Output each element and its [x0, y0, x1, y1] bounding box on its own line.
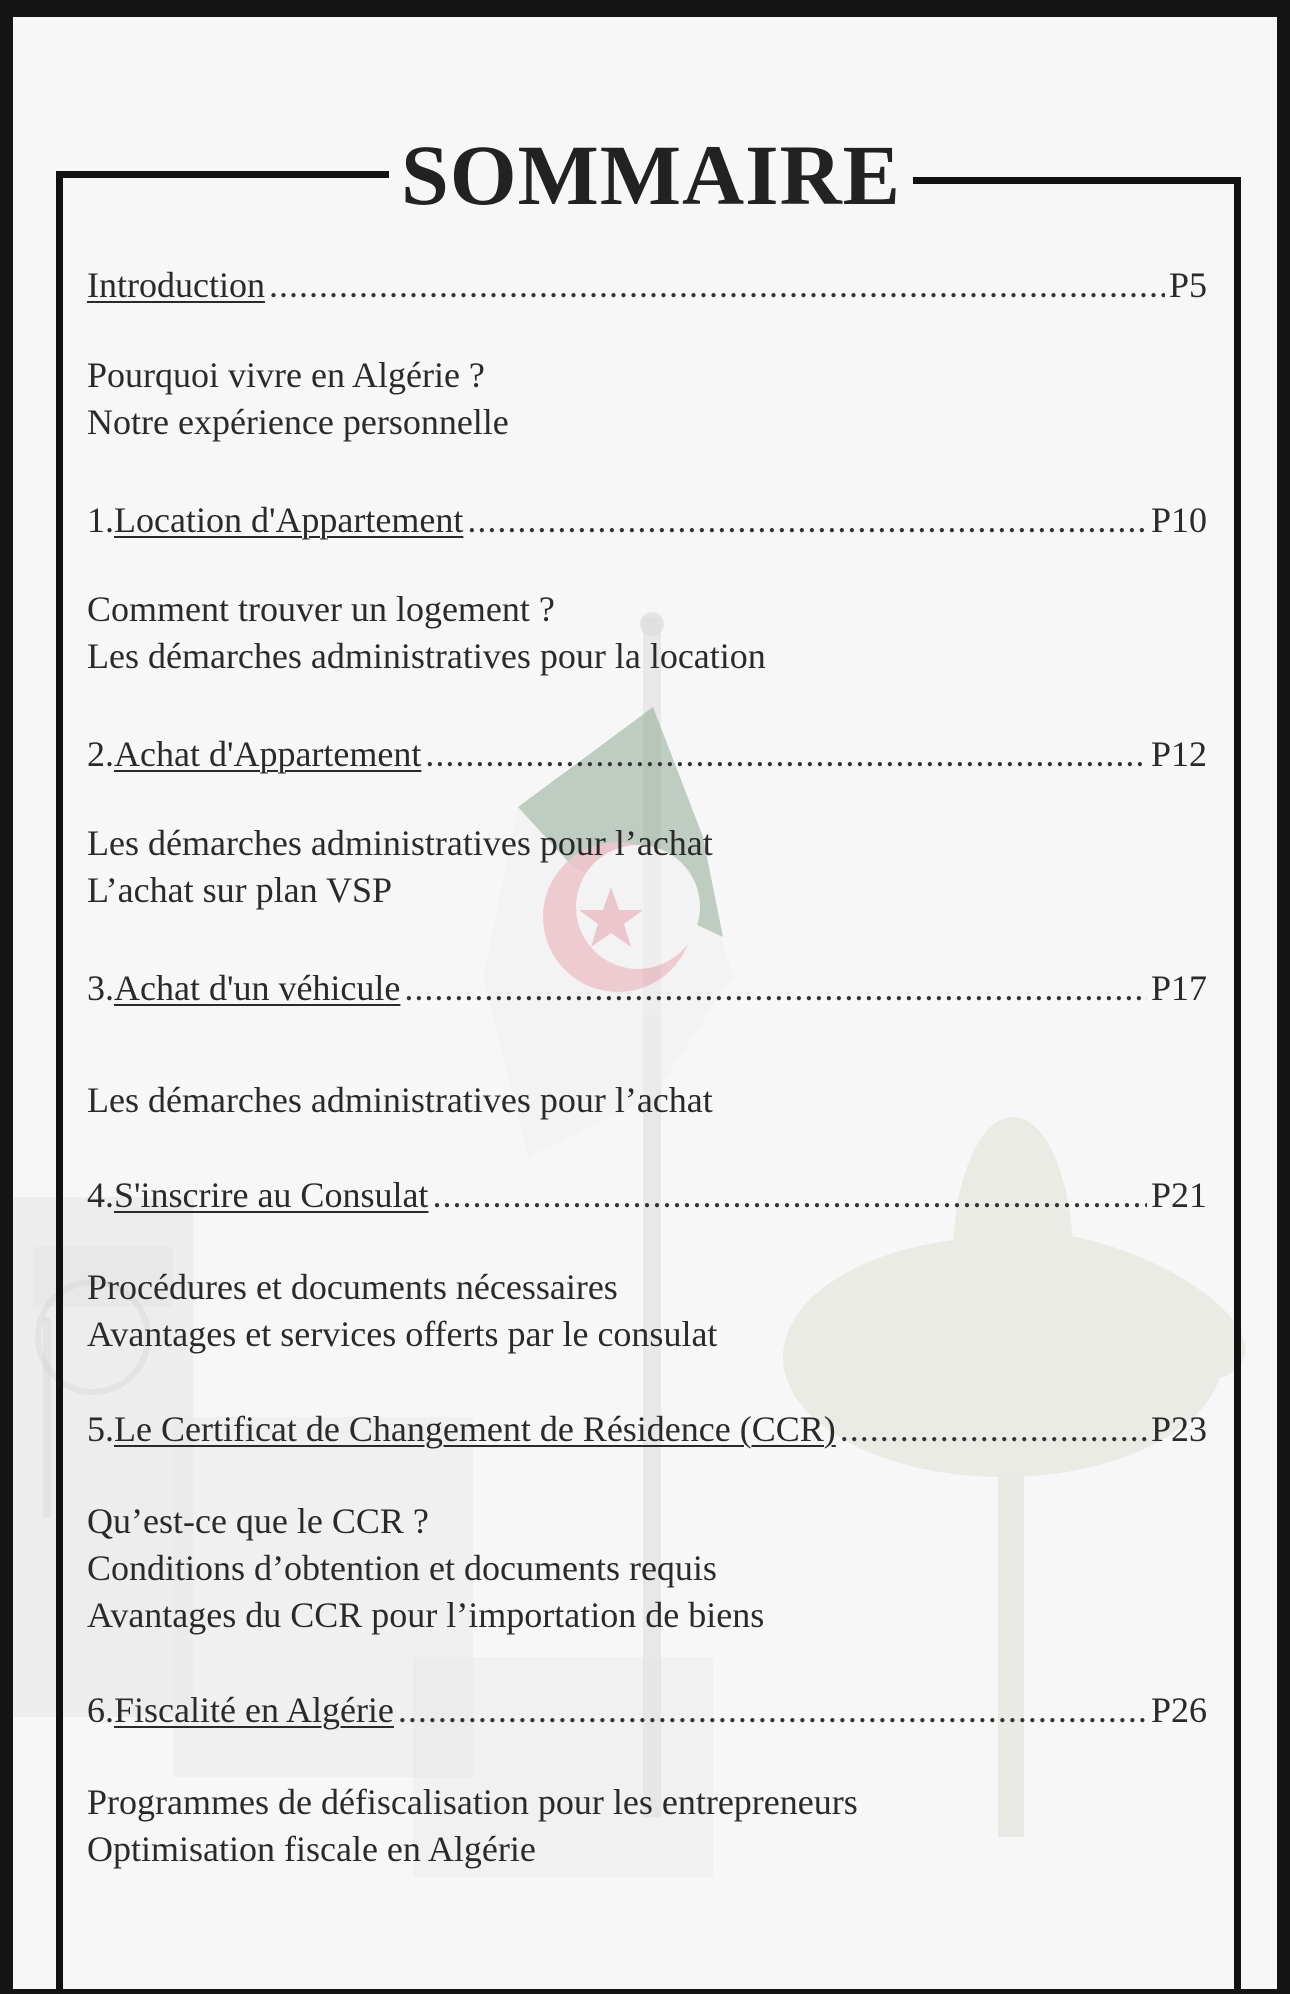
dot-leader: [432, 1172, 1147, 1218]
toc-entry-fiscalite[interactable]: [87, 1687, 1207, 1733]
toc-entry-label: Introduction: [87, 265, 265, 305]
toc-entry-page: P10: [1150, 500, 1207, 540]
toc-subitem: Comment trouver un logement ?: [87, 589, 555, 629]
frame-right-line: [1234, 177, 1241, 1989]
toc-subitem: Programmes de défiscalisation pour les entrepreneurs: [87, 1782, 858, 1822]
toc-entry-label: Location d'Appartement: [114, 500, 464, 540]
toc-entry-page: P26: [1150, 1690, 1207, 1730]
toc-subitem: Avantages du CCR pour l’importation de biens: [87, 1595, 765, 1635]
toc-entry-achat-vehicule[interactable]: [87, 965, 1207, 1011]
toc-subitem: Les démarches administratives pour la location: [87, 636, 766, 676]
toc-subitem: Les démarches administratives pour l’achat: [87, 1080, 713, 1120]
dot-leader: [467, 497, 1147, 543]
toc-entry-label: S'inscrire au Consulat: [114, 1175, 429, 1215]
page-title: SOMMAIRE: [400, 127, 902, 223]
toc-subitem: Les démarches administratives pour l’achat: [87, 823, 713, 863]
toc-subitem: Optimisation fiscale en Algérie: [87, 1829, 536, 1869]
toc-entry-ccr[interactable]: [87, 1406, 1207, 1452]
toc-subitem: L’achat sur plan VSP: [87, 870, 392, 910]
dot-leader: [404, 965, 1147, 1011]
dot-leader: [840, 1406, 1147, 1452]
toc-entry-number: 6.: [87, 1690, 114, 1730]
dot-leader: [398, 1687, 1147, 1733]
toc-subitem: Procédures et documents nécessaires: [87, 1267, 618, 1307]
dot-leader: [269, 262, 1165, 308]
toc-entry-page: P21: [1150, 1175, 1207, 1215]
toc-entry-achat-appartement[interactable]: [87, 731, 1207, 777]
toc-entry-location-appartement[interactable]: [87, 497, 1207, 543]
frame-top-right-line: [913, 177, 1241, 184]
toc-entry-number: 3.: [87, 968, 114, 1008]
toc-entry-page: P23: [1150, 1409, 1207, 1449]
toc-subitem: Conditions d’obtention et documents requis: [87, 1548, 717, 1588]
toc-subitem: Notre expérience personnelle: [87, 402, 509, 442]
toc-subitem: Qu’est-ce que le CCR ?: [87, 1501, 429, 1541]
toc-subitem: Pourquoi vivre en Algérie ?: [87, 355, 485, 395]
toc-entry-page: P5: [1168, 265, 1207, 305]
toc-entry-number: 2.: [87, 734, 114, 774]
toc-entry-page: P12: [1150, 734, 1207, 774]
toc-entry-number: 4.: [87, 1175, 114, 1215]
document-page: [13, 17, 1277, 1989]
toc-entry-page: P17: [1150, 968, 1207, 1008]
toc-entry-consulat[interactable]: [87, 1172, 1207, 1218]
frame-left-line: [56, 171, 63, 1989]
toc-entry-label: Achat d'un véhicule: [114, 968, 401, 1008]
dot-leader: [425, 731, 1147, 777]
toc-subitem: Avantages et services offerts par le consulat: [87, 1314, 718, 1354]
toc-entry-label: Le Certificat de Changement de Résidence (CCR): [114, 1409, 836, 1449]
toc-entry-number: 1.: [87, 500, 114, 540]
toc-entry-label: Fiscalité en Algérie: [114, 1690, 394, 1730]
toc-entry-introduction[interactable]: [87, 262, 1207, 308]
toc-entry-number: 5.: [87, 1409, 114, 1449]
toc-entry-label: Achat d'Appartement: [114, 734, 422, 774]
frame-top-left-line: [56, 171, 389, 178]
